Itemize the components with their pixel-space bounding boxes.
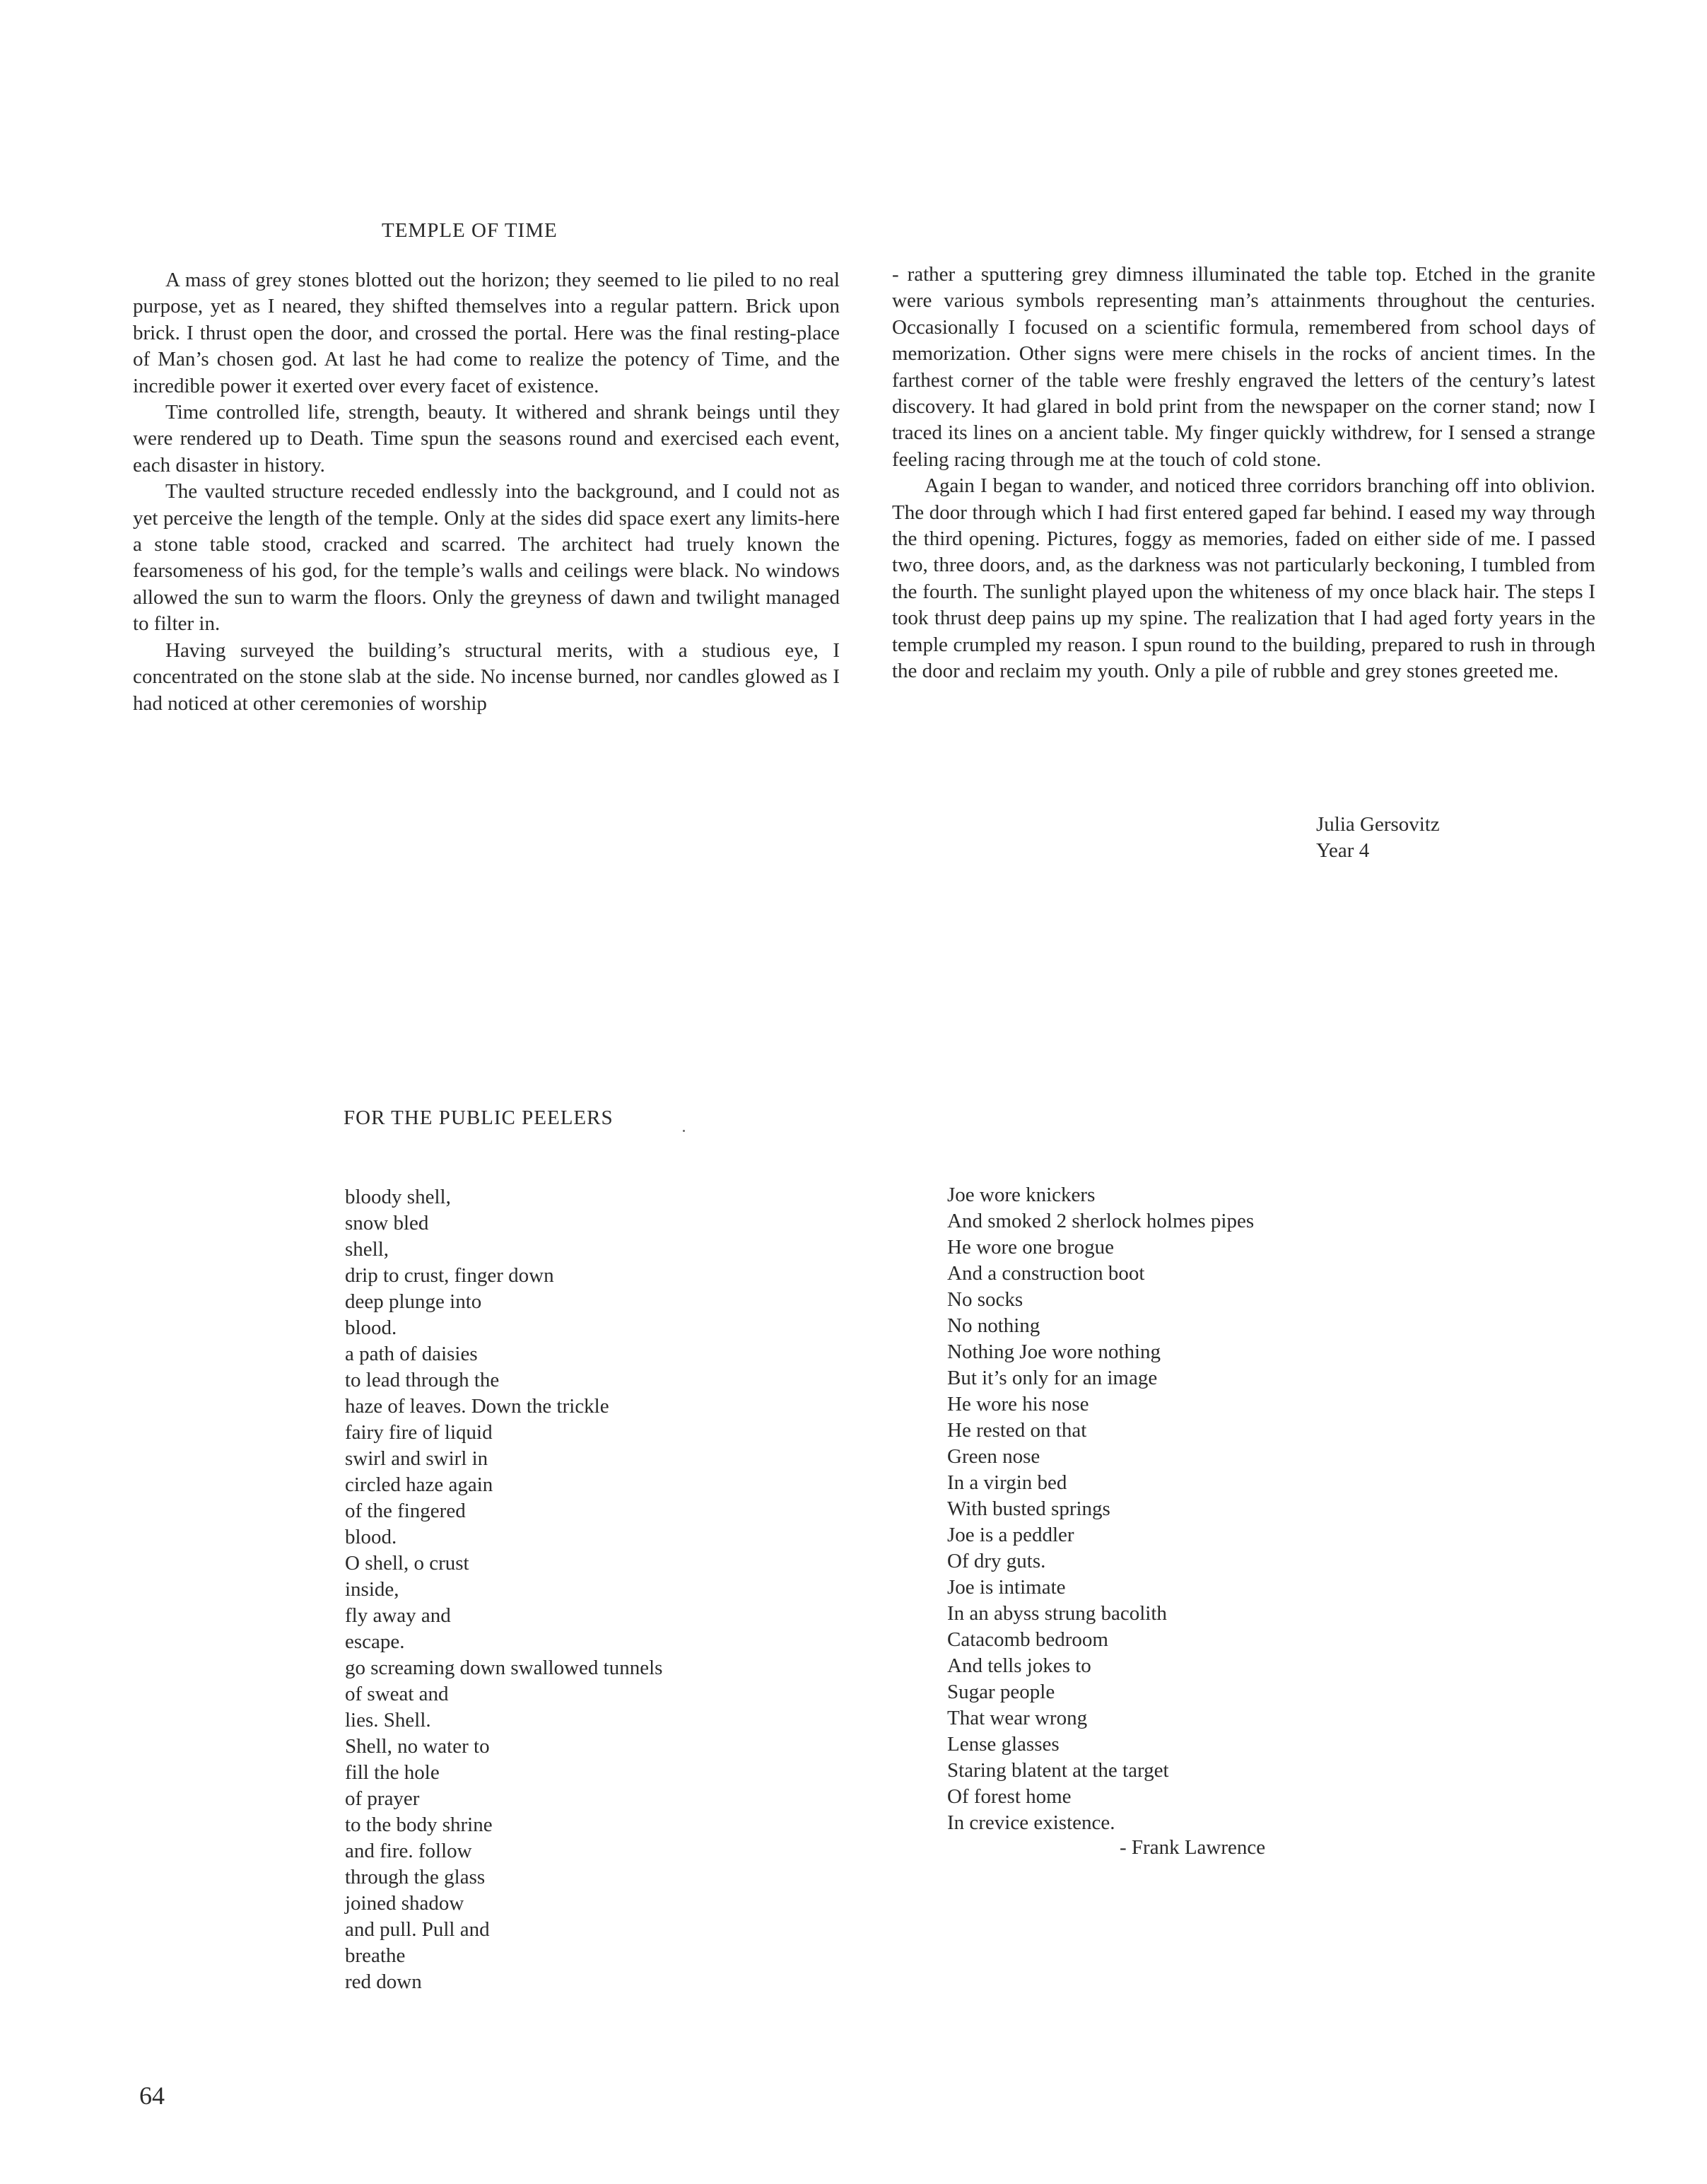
poem-line: Catacomb bedroom bbox=[947, 1628, 1108, 1651]
poem-line: to lead through the bbox=[345, 1369, 500, 1391]
poem-line: Staring blatent at the target bbox=[947, 1759, 1169, 1782]
poem-line: Green nose bbox=[947, 1445, 1040, 1468]
poem-line: O shell, o crust bbox=[345, 1552, 469, 1575]
poem-line: to the body shrine bbox=[345, 1814, 493, 1836]
poem-line: swirl and swirl in bbox=[345, 1447, 488, 1470]
poem-line: red down bbox=[345, 1970, 422, 1993]
temple-paragraph: The vaulted structure receded endlessly into the background, and I could not as yet perceive the length of the temple. Only at the sides did space exert any limits-here a stone table stood, cracked and scarred. The architect had truely known the fearsomeness of his god, for the temple’s walls and ceilings were black. No windows allowed the sun to warm the floors. Only the greyness of dawn and twilight managed to filter in. bbox=[133, 480, 840, 636]
poem-line: lies. Shell. bbox=[345, 1709, 431, 1732]
poem-line: a path of daisies bbox=[345, 1343, 478, 1365]
poem-line: No nothing bbox=[947, 1314, 1040, 1337]
temple-prose-left-column bbox=[133, 267, 840, 717]
temple-paragraph: Having surveyed the building’s structural merits, with a studious eye, I concentrated on the stone slab at the side. No incense burned, nor candles glowed as I had noticed at other ceremonies of worship bbox=[133, 638, 840, 715]
temple-of-time-title: TEMPLE OF TIME bbox=[382, 219, 558, 242]
temple-paragraph: Time controlled life, strength, beauty. It withered and shrank beings until they were rendered up to Death. Time spun the seasons round and exercised each event, each disaster in history. bbox=[133, 401, 840, 477]
poem-line: of prayer bbox=[345, 1787, 420, 1810]
poem-line: Shell, no water to bbox=[345, 1735, 490, 1758]
temple-paragraph: A mass of grey stones blotted out the horizon; they seemed to lie piled to no real purpose, yet as I neared, they shifted themselves into a regular pattern. Brick upon brick. I thrust open the door, and crossed the portal. Here was the final resting-place of Man’s chosen god. At last he had come to realize the potency of Time, and the incredible power it exerted over every facet of existence. bbox=[133, 269, 840, 397]
poem-line: Of forest home bbox=[947, 1785, 1072, 1808]
poem-line: snow bled bbox=[345, 1212, 429, 1234]
poem-line: inside, bbox=[345, 1578, 399, 1601]
poem-line: And tells jokes to bbox=[947, 1654, 1091, 1677]
poem-line: deep plunge into bbox=[345, 1290, 482, 1313]
poem-line: Of dry guts. bbox=[947, 1550, 1046, 1572]
poem-line: fairy fire of liquid bbox=[345, 1421, 493, 1444]
poem-line: Nothing Joe wore nothing bbox=[947, 1341, 1161, 1363]
speck-mark bbox=[683, 1130, 685, 1132]
peelers-author-signature: - Frank Lawrence bbox=[1120, 1836, 1266, 1859]
poem-line: That wear wrong bbox=[947, 1707, 1088, 1729]
poem-line: escape. bbox=[345, 1630, 405, 1653]
poem-line: blood. bbox=[345, 1526, 397, 1548]
poem-line: go screaming down swallowed tunnels bbox=[345, 1657, 663, 1679]
temple-author-name: Julia Gersovitz bbox=[1316, 813, 1440, 836]
poem-line: In an abyss strung bacolith bbox=[947, 1602, 1167, 1625]
peelers-poem-right-column bbox=[947, 1182, 1254, 1836]
public-peelers-title: FOR THE PUBLIC PEELERS bbox=[344, 1106, 614, 1129]
poem-line: In crevice existence. bbox=[947, 1811, 1115, 1834]
poem-line: fill the hole bbox=[345, 1761, 440, 1784]
poem-line: And a construction boot bbox=[947, 1262, 1145, 1285]
poem-line: of sweat and bbox=[345, 1683, 449, 1705]
poem-line: joined shadow bbox=[345, 1892, 464, 1915]
poem-line: Joe is intimate bbox=[947, 1576, 1066, 1599]
poem-line: through the glass bbox=[345, 1866, 486, 1888]
temple-prose-right-column bbox=[892, 262, 1595, 685]
poem-line: He wore one brogue bbox=[947, 1236, 1114, 1259]
poem-line: haze of leaves. Down the trickle bbox=[345, 1395, 609, 1418]
poem-line: shell, bbox=[345, 1238, 389, 1261]
poem-line: bloody shell, bbox=[345, 1186, 451, 1208]
poem-line: and fire. follow bbox=[345, 1840, 472, 1862]
poem-line: Sugar people bbox=[947, 1681, 1055, 1703]
poem-line: He wore his nose bbox=[947, 1393, 1089, 1415]
poem-line: In a virgin bed bbox=[947, 1471, 1067, 1494]
poem-line: drip to crust, finger down bbox=[345, 1264, 554, 1287]
poem-line: circled haze again bbox=[345, 1473, 493, 1496]
temple-author-year: Year 4 bbox=[1316, 839, 1370, 862]
poem-line: Joe is a peddler bbox=[947, 1524, 1074, 1546]
poem-line: With busted springs bbox=[947, 1497, 1110, 1520]
poem-line: No socks bbox=[947, 1288, 1023, 1311]
poem-line: Joe wore knickers bbox=[947, 1184, 1096, 1206]
poem-line: Lense glasses bbox=[947, 1733, 1060, 1756]
poem-line: blood. bbox=[345, 1316, 397, 1339]
poem-line: breathe bbox=[345, 1944, 406, 1967]
poem-line: fly away and bbox=[345, 1604, 451, 1627]
poem-line: He rested on that bbox=[947, 1419, 1087, 1442]
poem-line: But it’s only for an image bbox=[947, 1367, 1158, 1389]
temple-paragraph: Again I began to wander, and noticed three corridors branching off into oblivion. The door through which I had first entered gaped far behind. I eased my way through the third opening. Pictures, foggy as memories, faded on either side of me. I passed two, three doors, and, as the darkness was not particularly beckoning, I tumbled from the fourth. The sunlight played upon the whiteness of my once black hair. The steps I took thrust deep pains up my spine. The realization that I had aged forty years in the temple crumpled my reason. I spun round to the building, prepared to rush in through the door and reclaim my youth. Only a pile of rubble and grey stones greeted me. bbox=[892, 474, 1595, 683]
page-number: 64 bbox=[139, 2081, 165, 2110]
temple-author-signature bbox=[1316, 812, 1440, 864]
poem-line: of the fingered bbox=[345, 1500, 466, 1522]
poem-line: and pull. Pull and bbox=[345, 1918, 490, 1941]
poem-line: And smoked 2 sherlock holmes pipes bbox=[947, 1210, 1255, 1232]
temple-paragraph: - rather a sputtering grey dimness illuminated the table top. Etched in the granite were various symbols representing man’s attainments throughout the centuries. Occasionally I focused on a scientific formula, remembered from school days of memorization. Other signs were mere chisels in the rocks of ancient times. In the farthest corner of the table were freshly engraved the letters of the century’s latest discovery. It had glared in bold print from the newspaper on the corner stand; now I traced its lines on a ancient table. My finger quickly withdrew, for I sensed a strange feeling racing through me at the touch of cold stone. bbox=[892, 263, 1595, 471]
peelers-poem-left-column bbox=[345, 1184, 662, 1995]
